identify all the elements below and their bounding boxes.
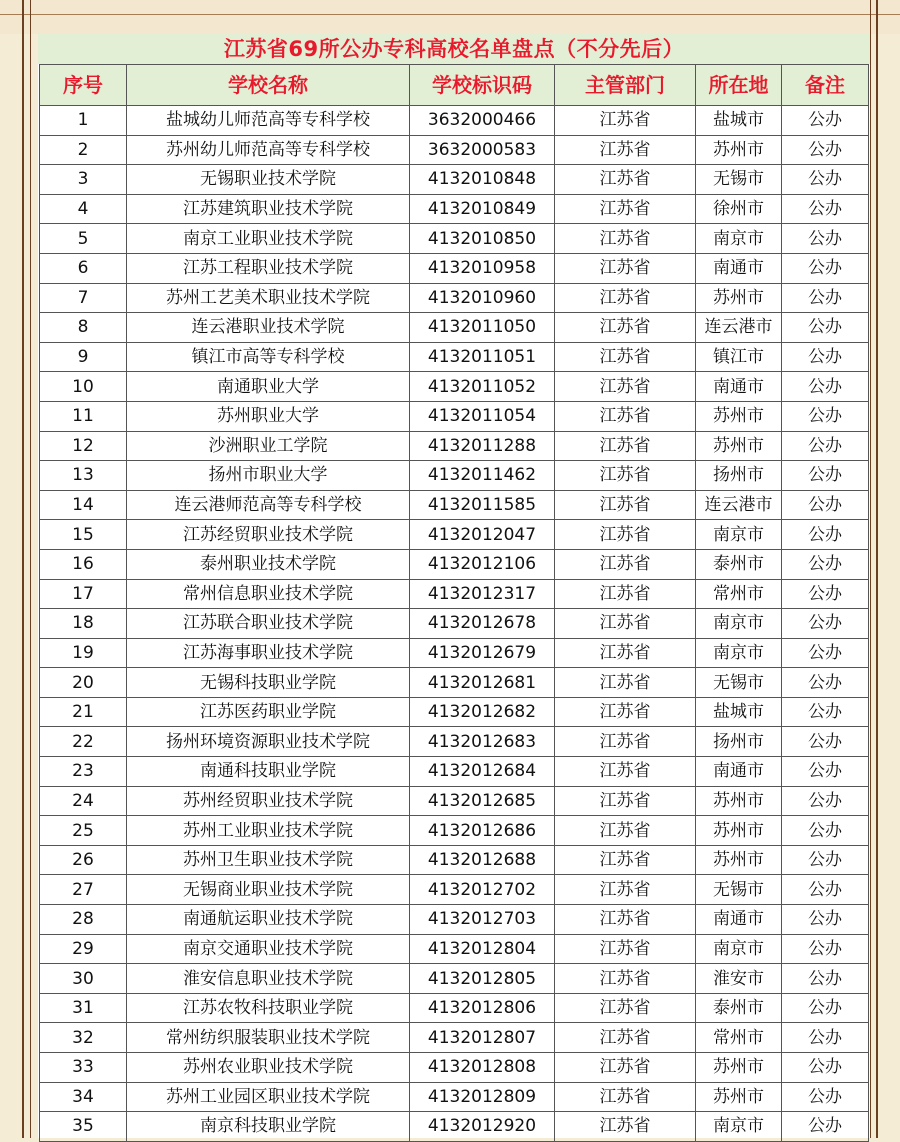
cell-authority: 江苏省 xyxy=(555,816,696,846)
cell-authority: 江苏省 xyxy=(555,461,696,491)
decorative-border xyxy=(0,14,900,15)
cell-authority: 江苏省 xyxy=(555,727,696,757)
cell-location: 无锡市 xyxy=(696,875,782,905)
cell-location: 盐城市 xyxy=(696,697,782,727)
cell-school-name: 苏州职业大学 xyxy=(127,401,410,431)
table-row xyxy=(40,579,869,609)
table-row xyxy=(40,461,869,491)
cell-school-name: 江苏联合职业技术学院 xyxy=(127,609,410,639)
cell-school-name: 江苏建筑职业技术学院 xyxy=(127,194,410,224)
cell-school-code: 4132012678 xyxy=(410,609,555,639)
cell-index: 34 xyxy=(40,1082,127,1112)
cell-index: 12 xyxy=(40,431,127,461)
cell-note: 公办 xyxy=(782,194,869,224)
cell-authority: 江苏省 xyxy=(555,490,696,520)
cell-school-code: 4132010960 xyxy=(410,283,555,313)
table-row xyxy=(40,875,869,905)
table-row xyxy=(40,224,869,254)
cell-authority: 江苏省 xyxy=(555,993,696,1023)
cell-authority: 江苏省 xyxy=(555,194,696,224)
cell-school-code: 4132012683 xyxy=(410,727,555,757)
cell-location: 常州市 xyxy=(696,579,782,609)
cell-note: 公办 xyxy=(782,993,869,1023)
cell-location: 南京市 xyxy=(696,224,782,254)
cell-authority: 江苏省 xyxy=(555,638,696,668)
cell-school-code: 4132011585 xyxy=(410,490,555,520)
cell-authority: 江苏省 xyxy=(555,1112,696,1142)
cell-school-code: 4132012809 xyxy=(410,1082,555,1112)
table-row xyxy=(40,845,869,875)
cell-note: 公办 xyxy=(782,106,869,136)
cell-school-code: 4132012682 xyxy=(410,697,555,727)
cell-location: 苏州市 xyxy=(696,283,782,313)
table-row xyxy=(40,520,869,550)
table-row xyxy=(40,490,869,520)
cell-authority: 江苏省 xyxy=(555,372,696,402)
cell-index: 15 xyxy=(40,520,127,550)
cell-school-name: 江苏经贸职业技术学院 xyxy=(127,520,410,550)
cell-index: 6 xyxy=(40,253,127,283)
table-row xyxy=(40,1023,869,1053)
table-row xyxy=(40,816,869,846)
cell-school-name: 泰州职业技术学院 xyxy=(127,549,410,579)
cell-location: 南通市 xyxy=(696,757,782,787)
cell-school-name: 连云港师范高等专科学校 xyxy=(127,490,410,520)
cell-school-code: 4132012681 xyxy=(410,668,555,698)
cell-index: 13 xyxy=(40,461,127,491)
cell-index: 18 xyxy=(40,609,127,639)
cell-authority: 江苏省 xyxy=(555,313,696,343)
table-row xyxy=(40,549,869,579)
cell-school-name: 南京工业职业技术学院 xyxy=(127,224,410,254)
cell-school-name: 扬州市职业大学 xyxy=(127,461,410,491)
table-row xyxy=(40,165,869,195)
cell-note: 公办 xyxy=(782,342,869,372)
cell-school-code: 4132012702 xyxy=(410,875,555,905)
cell-school-name: 无锡职业技术学院 xyxy=(127,165,410,195)
cell-authority: 江苏省 xyxy=(555,934,696,964)
cell-school-code: 4132012679 xyxy=(410,638,555,668)
table-row xyxy=(40,786,869,816)
cell-location: 淮安市 xyxy=(696,964,782,994)
cell-school-code: 4132012684 xyxy=(410,757,555,787)
table-body xyxy=(40,106,869,1142)
table-row xyxy=(40,757,869,787)
cell-school-code: 4132011288 xyxy=(410,431,555,461)
cell-authority: 江苏省 xyxy=(555,106,696,136)
decorative-border xyxy=(22,0,24,1138)
cell-note: 公办 xyxy=(782,401,869,431)
table-row xyxy=(40,934,869,964)
cell-location: 泰州市 xyxy=(696,549,782,579)
cell-location: 苏州市 xyxy=(696,431,782,461)
cell-school-code: 4132010849 xyxy=(410,194,555,224)
cell-school-name: 南通科技职业学院 xyxy=(127,757,410,787)
table-row xyxy=(40,609,869,639)
cell-location: 徐州市 xyxy=(696,194,782,224)
cell-authority: 江苏省 xyxy=(555,165,696,195)
cell-index: 11 xyxy=(40,401,127,431)
cell-location: 镇江市 xyxy=(696,342,782,372)
table-row xyxy=(40,313,869,343)
cell-note: 公办 xyxy=(782,668,869,698)
cell-index: 2 xyxy=(40,135,127,165)
cell-school-name: 镇江市高等专科学校 xyxy=(127,342,410,372)
cell-index: 14 xyxy=(40,490,127,520)
cell-authority: 江苏省 xyxy=(555,342,696,372)
cell-location: 连云港市 xyxy=(696,313,782,343)
cell-index: 29 xyxy=(40,934,127,964)
cell-school-code: 4132012703 xyxy=(410,905,555,935)
cell-note: 公办 xyxy=(782,934,869,964)
table-row xyxy=(40,194,869,224)
cell-location: 南通市 xyxy=(696,905,782,935)
cell-school-name: 苏州农业职业技术学院 xyxy=(127,1053,410,1083)
header-location: 所在地 xyxy=(696,65,782,106)
cell-location: 苏州市 xyxy=(696,1082,782,1112)
cell-index: 32 xyxy=(40,1023,127,1053)
cell-authority: 江苏省 xyxy=(555,757,696,787)
cell-school-name: 苏州卫生职业技术学院 xyxy=(127,845,410,875)
cell-note: 公办 xyxy=(782,875,869,905)
cell-location: 南通市 xyxy=(696,253,782,283)
table-row xyxy=(40,964,869,994)
cell-note: 公办 xyxy=(782,964,869,994)
cell-school-name: 苏州工业园区职业技术学院 xyxy=(127,1082,410,1112)
cell-school-name: 苏州幼儿师范高等专科学校 xyxy=(127,135,410,165)
cell-location: 扬州市 xyxy=(696,727,782,757)
cell-school-name: 淮安信息职业技术学院 xyxy=(127,964,410,994)
cell-location: 无锡市 xyxy=(696,165,782,195)
cell-school-name: 常州纺织服装职业技术学院 xyxy=(127,1023,410,1053)
decorative-border xyxy=(870,0,871,1138)
cell-note: 公办 xyxy=(782,224,869,254)
cell-authority: 江苏省 xyxy=(555,668,696,698)
cell-school-name: 南通航运职业技术学院 xyxy=(127,905,410,935)
cell-note: 公办 xyxy=(782,609,869,639)
table-row xyxy=(40,1053,869,1083)
cell-note: 公办 xyxy=(782,549,869,579)
cell-authority: 江苏省 xyxy=(555,549,696,579)
school-table xyxy=(39,64,869,1142)
cell-index: 5 xyxy=(40,224,127,254)
table-row xyxy=(40,727,869,757)
cell-authority: 江苏省 xyxy=(555,224,696,254)
cell-index: 26 xyxy=(40,845,127,875)
cell-school-code: 4132010850 xyxy=(410,224,555,254)
cell-school-code: 4132012686 xyxy=(410,816,555,846)
cell-school-name: 连云港职业技术学院 xyxy=(127,313,410,343)
cell-index: 3 xyxy=(40,165,127,195)
cell-school-code: 4132011052 xyxy=(410,372,555,402)
header-index: 序号 xyxy=(40,65,127,106)
cell-note: 公办 xyxy=(782,253,869,283)
cell-index: 21 xyxy=(40,697,127,727)
cell-note: 公办 xyxy=(782,283,869,313)
cell-index: 27 xyxy=(40,875,127,905)
cell-authority: 江苏省 xyxy=(555,845,696,875)
table-row xyxy=(40,905,869,935)
cell-school-name: 江苏海事职业技术学院 xyxy=(127,638,410,668)
cell-note: 公办 xyxy=(782,461,869,491)
cell-note: 公办 xyxy=(782,1112,869,1142)
cell-index: 17 xyxy=(40,579,127,609)
cell-authority: 江苏省 xyxy=(555,1053,696,1083)
cell-location: 南京市 xyxy=(696,609,782,639)
cell-location: 南京市 xyxy=(696,520,782,550)
cell-note: 公办 xyxy=(782,697,869,727)
cell-index: 20 xyxy=(40,668,127,698)
cell-index: 22 xyxy=(40,727,127,757)
cell-authority: 江苏省 xyxy=(555,905,696,935)
cell-authority: 江苏省 xyxy=(555,253,696,283)
cell-school-code: 4132011462 xyxy=(410,461,555,491)
cell-note: 公办 xyxy=(782,165,869,195)
cell-location: 常州市 xyxy=(696,1023,782,1053)
table-row xyxy=(40,638,869,668)
cell-index: 19 xyxy=(40,638,127,668)
cell-school-name: 江苏工程职业技术学院 xyxy=(127,253,410,283)
header-authority: 主管部门 xyxy=(555,65,696,106)
cell-school-code: 4132011054 xyxy=(410,401,555,431)
cell-school-code: 4132012317 xyxy=(410,579,555,609)
table-row xyxy=(40,431,869,461)
cell-school-code: 4132012805 xyxy=(410,964,555,994)
table-row xyxy=(40,697,869,727)
cell-authority: 江苏省 xyxy=(555,401,696,431)
cell-school-name: 苏州工业职业技术学院 xyxy=(127,816,410,846)
cell-school-code: 4132012806 xyxy=(410,993,555,1023)
table-row xyxy=(40,253,869,283)
cell-authority: 江苏省 xyxy=(555,135,696,165)
cell-school-code: 4132012920 xyxy=(410,1112,555,1142)
cell-note: 公办 xyxy=(782,905,869,935)
cell-index: 30 xyxy=(40,964,127,994)
cell-location: 盐城市 xyxy=(696,106,782,136)
cell-note: 公办 xyxy=(782,845,869,875)
cell-authority: 江苏省 xyxy=(555,875,696,905)
cell-index: 10 xyxy=(40,372,127,402)
cell-index: 33 xyxy=(40,1053,127,1083)
header-school-name: 学校名称 xyxy=(127,65,410,106)
table-row xyxy=(40,106,869,136)
cell-authority: 江苏省 xyxy=(555,964,696,994)
cell-school-code: 4132012106 xyxy=(410,549,555,579)
cell-index: 4 xyxy=(40,194,127,224)
cell-school-name: 沙洲职业工学院 xyxy=(127,431,410,461)
cell-index: 23 xyxy=(40,757,127,787)
cell-authority: 江苏省 xyxy=(555,609,696,639)
cell-school-name: 江苏农牧科技职业学院 xyxy=(127,993,410,1023)
cell-location: 泰州市 xyxy=(696,993,782,1023)
cell-location: 苏州市 xyxy=(696,845,782,875)
cell-authority: 江苏省 xyxy=(555,1023,696,1053)
cell-location: 南京市 xyxy=(696,1112,782,1142)
cell-location: 苏州市 xyxy=(696,401,782,431)
decorative-border xyxy=(30,0,31,1138)
cell-location: 南通市 xyxy=(696,372,782,402)
cell-note: 公办 xyxy=(782,786,869,816)
decorative-header-band xyxy=(0,0,900,34)
cell-note: 公办 xyxy=(782,372,869,402)
cell-note: 公办 xyxy=(782,727,869,757)
header-school-code: 学校标识码 xyxy=(410,65,555,106)
table-row xyxy=(40,372,869,402)
table-row xyxy=(40,283,869,313)
cell-authority: 江苏省 xyxy=(555,1082,696,1112)
cell-school-code: 4132012688 xyxy=(410,845,555,875)
cell-authority: 江苏省 xyxy=(555,579,696,609)
cell-school-code: 4132012807 xyxy=(410,1023,555,1053)
table-row xyxy=(40,401,869,431)
cell-school-name: 常州信息职业技术学院 xyxy=(127,579,410,609)
cell-school-name: 无锡商业职业技术学院 xyxy=(127,875,410,905)
cell-index: 16 xyxy=(40,549,127,579)
table-header-row xyxy=(40,65,869,106)
cell-note: 公办 xyxy=(782,1053,869,1083)
decorative-border xyxy=(876,0,878,1138)
cell-school-code: 4132010958 xyxy=(410,253,555,283)
cell-index: 9 xyxy=(40,342,127,372)
cell-note: 公办 xyxy=(782,757,869,787)
cell-school-name: 盐城幼儿师范高等专科学校 xyxy=(127,106,410,136)
cell-location: 苏州市 xyxy=(696,1053,782,1083)
cell-note: 公办 xyxy=(782,313,869,343)
table-row xyxy=(40,1082,869,1112)
cell-school-code: 4132011051 xyxy=(410,342,555,372)
cell-index: 31 xyxy=(40,993,127,1023)
cell-school-name: 南京交通职业技术学院 xyxy=(127,934,410,964)
cell-note: 公办 xyxy=(782,1082,869,1112)
table-row xyxy=(40,993,869,1023)
cell-note: 公办 xyxy=(782,490,869,520)
table-row xyxy=(40,668,869,698)
cell-authority: 江苏省 xyxy=(555,431,696,461)
cell-note: 公办 xyxy=(782,135,869,165)
table-row xyxy=(40,342,869,372)
cell-school-name: 苏州经贸职业技术学院 xyxy=(127,786,410,816)
cell-school-code: 4132010848 xyxy=(410,165,555,195)
cell-school-code: 3632000583 xyxy=(410,135,555,165)
cell-school-code: 3632000466 xyxy=(410,106,555,136)
cell-note: 公办 xyxy=(782,638,869,668)
cell-school-code: 4132012808 xyxy=(410,1053,555,1083)
cell-school-code: 4132011050 xyxy=(410,313,555,343)
cell-note: 公办 xyxy=(782,520,869,550)
cell-index: 24 xyxy=(40,786,127,816)
cell-location: 南京市 xyxy=(696,934,782,964)
cell-school-code: 4132012047 xyxy=(410,520,555,550)
table-row xyxy=(40,135,869,165)
cell-school-name: 苏州工艺美术职业技术学院 xyxy=(127,283,410,313)
cell-location: 扬州市 xyxy=(696,461,782,491)
cell-index: 28 xyxy=(40,905,127,935)
cell-school-name: 无锡科技职业学院 xyxy=(127,668,410,698)
cell-index: 35 xyxy=(40,1112,127,1142)
cell-location: 苏州市 xyxy=(696,786,782,816)
header-note: 备注 xyxy=(782,65,869,106)
page-title: 江苏省69所公办专科高校名单盘点（不分先后） xyxy=(38,34,870,64)
cell-authority: 江苏省 xyxy=(555,697,696,727)
cell-school-name: 南京科技职业学院 xyxy=(127,1112,410,1142)
cell-index: 7 xyxy=(40,283,127,313)
cell-authority: 江苏省 xyxy=(555,786,696,816)
cell-authority: 江苏省 xyxy=(555,283,696,313)
cell-location: 南京市 xyxy=(696,638,782,668)
cell-school-code: 4132012685 xyxy=(410,786,555,816)
document-sheet xyxy=(38,34,870,1138)
cell-location: 连云港市 xyxy=(696,490,782,520)
table-row xyxy=(40,1112,869,1142)
cell-note: 公办 xyxy=(782,431,869,461)
cell-location: 苏州市 xyxy=(696,135,782,165)
cell-authority: 江苏省 xyxy=(555,520,696,550)
cell-index: 1 xyxy=(40,106,127,136)
cell-school-name: 扬州环境资源职业技术学院 xyxy=(127,727,410,757)
cell-location: 苏州市 xyxy=(696,816,782,846)
cell-school-name: 江苏医药职业学院 xyxy=(127,697,410,727)
cell-school-name: 南通职业大学 xyxy=(127,372,410,402)
cell-note: 公办 xyxy=(782,579,869,609)
cell-note: 公办 xyxy=(782,816,869,846)
cell-location: 无锡市 xyxy=(696,668,782,698)
cell-index: 25 xyxy=(40,816,127,846)
cell-index: 8 xyxy=(40,313,127,343)
cell-school-code: 4132012804 xyxy=(410,934,555,964)
cell-note: 公办 xyxy=(782,1023,869,1053)
